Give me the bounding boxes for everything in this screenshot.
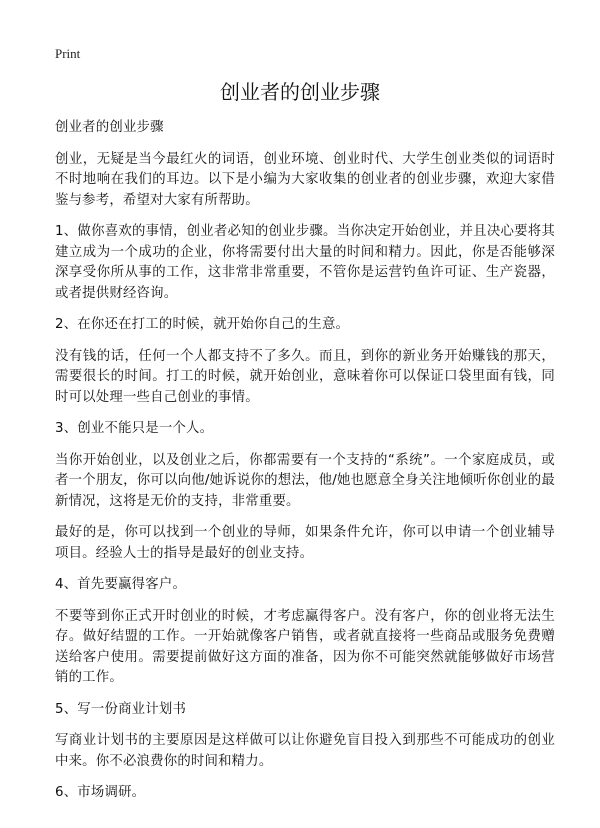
paragraph: 最好的是，你可以找到一个创业的导师，如果条件允许，你可以申请一个创业辅导项目。经验人士的指导是最好的创业支持。 — [55, 525, 555, 561]
paragraph: 1、做你喜欢的事情，创业者必知的创业步骤。当你决定开始创业，并且决心要将其建立成为一个成功的企业，你将需要付出大量的时间和精力。因此，你是否能够深深享受你所从事的工作，这非常非常重要，不管你是运营钓鱼许可证、生产瓷器，或者提供财经咨询。 — [55, 224, 555, 301]
paragraph: 创业，无疑是当今最红火的词语，创业环境、创业时代、大学生创业类似的词语时不时地响在我们的耳边。以下是小编为大家收集的创业者的创业步骤，欢迎大家借鉴与参考，希望对大家有所帮助。 — [55, 151, 555, 208]
section-heading: 4、首先要赢得客户。 — [55, 577, 187, 592]
article-body — [55, 118, 555, 815]
paragraph: 写商业计划书的主要原因是这样做可以让你避免盲目投入到那些不可能成功的创业中来。你不必浪费你的时间和精力。 — [55, 733, 555, 769]
page-title: 创业者的创业步骤 — [220, 80, 380, 104]
print-link[interactable]: Print — [55, 46, 81, 61]
section-heading: 3、创业不能只是一个人。 — [55, 421, 214, 436]
paragraph: 没有钱的话，任何一个人都支持不了多久。而且，到你的新业务开始赚钱的那天，需要很长的时间。打工的时候，就开始创业，意味着你可以保证口袋里面有钱，同时可以处理一些自己创业的事情。 — [55, 348, 555, 405]
article-subtitle: 创业者的创业步骤 — [55, 120, 164, 135]
section-heading: 5、写一份商业计划书 — [55, 701, 187, 717]
section-heading: 6、市场调研。 — [55, 785, 146, 800]
paragraph: 当你开始创业，以及创业之后，你都需要有一个支持的“系统”。一个家庭成员，或者一个朋友，你可以向他/她诉说你的想法，他/她也愿意全身关注地倾听你创业的最新情况，这将是无价的支持，非常重要。 — [55, 452, 555, 509]
section-heading: 2、在你还在打工的时候，就开始你自己的生意。 — [55, 317, 350, 332]
paragraph: 不要等到你正式开时创业的时候，才考虑赢得客户。没有客户，你的创业将无法生存。做好结盟的工作。一开始就像客户销售，或者就直接将一些商品或服务免费赠送给客户使用。需要提前做好这方面的准备，因为你不可能突然就能够做好市场营销的工作。 — [55, 608, 555, 685]
